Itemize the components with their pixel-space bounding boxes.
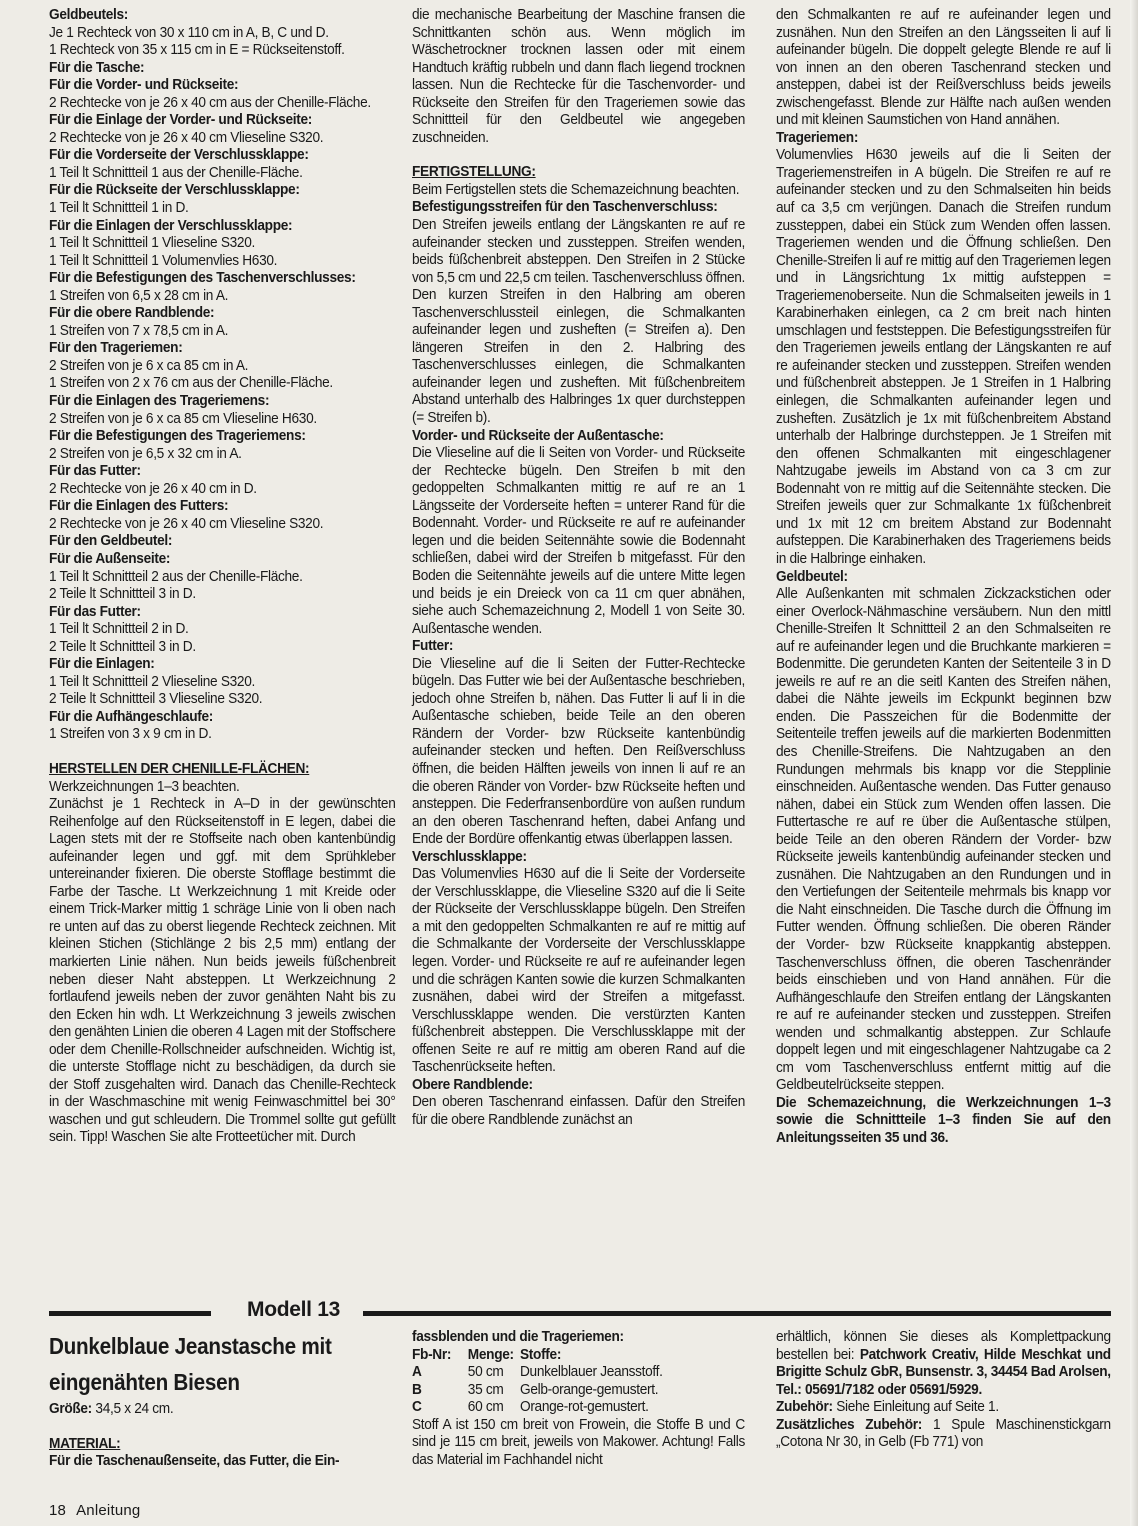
subheading: Für die Rückseite der Verschlussklappe: — [49, 181, 300, 199]
bottom-column-right — [776, 1328, 1111, 1451]
paragraph: 1 Rechteck von 35 x 115 cm in E = Rückseitenstoff. — [49, 41, 345, 59]
column-middle — [412, 6, 745, 1128]
subheading: Für den Geldbeutel: — [49, 532, 173, 550]
subheading: Trageriemen: — [776, 128, 859, 146]
paragraph: die mechanische Bearbeitung der Maschine fransen die Schnittkanten schön aus. Wenn möglich im Wäschetrockner trocknen lassen oder mit einem Handtuch kräftig rubbeln und dann flach liegend trocknen lassen. Nun die Rechtecke für die Taschenvorder- und Rückseite den Streifen für den Trageriemen sowie das Schnittteil für den Geldbeutel wie angegeben zuschneiden. — [412, 6, 745, 146]
paragraph: 2 Rechtecke von je 26 x 40 cm aus der Chenille-Fläche. — [49, 93, 371, 111]
model-heading: Modell 13 — [247, 1298, 340, 1321]
subheading: Geldbeutels: — [49, 6, 129, 23]
page-number: 18 — [49, 1502, 67, 1519]
divider-bar-left — [49, 1311, 211, 1316]
paragraph: 1 Teil lt Schnittteil 1 aus der Chenille-Fläche. — [49, 163, 303, 181]
subheading: Für die Aufhängeschlaufe: — [49, 707, 214, 725]
order-text-plain: erhältlich, können Sie dieses als Komplettpackung bestellen bei: — [776, 1328, 1111, 1363]
spacer — [412, 146, 745, 163]
fabric-code: C — [412, 1398, 422, 1416]
fabric-table — [412, 1346, 663, 1416]
table-row — [412, 1381, 663, 1399]
page-footer — [49, 1502, 140, 1519]
material-intro-continued: fassblenden und die Trageriemen: — [412, 1328, 624, 1345]
subheading: Die Schemazeichnung, die Werkzeichnungen 1–3 sowie die Schnittteile 1–3 finden Sie auf den Anleitungsseiten 35 und 36. — [776, 1093, 1111, 1146]
paragraph: Zunächst je 1 Rechteck in A–D in der gewünschten Reihenfolge auf den Rückseitenstoff in E legen, dabei die Lagen stets mit der re Stoffseite nach oben kantenbündig aufeinander legen und ggf. mit dem Sprühkleber untereinander fixieren. Die oberste Stofflage bestimmt die Farbe der Tasche. Lt Werkzeichnung 1 mit Kreide oder einem Trick-Marker mittig 1 schräge Linie von li oben nach re unten auf das zu oberst liegende Rechteck zeichnen. Mit kleinen Stichen (Stichlänge 2 bis 2,5 mm) entlang der markierten Linie nähen. Nun beids jeweils füßchenbreit neben dieser Naht absteppen. Lt Werkzeichnung 2 fortlaufend jeweils neben der zuvor genähten Naht bis zu den Ecken hin wdh. Lt Werkzeichnung 3 jeweils zwischen den genähten Linien die oberen 4 Lagen mit der Stoffschere oder dem Chenille-Rollschneider aufschneiden. Wichtig ist, die unterste Stofflage nicht zu beschädigen, da durch sie der Stoff zusgehalten wird. Danach das Chenille-Rechteck in der Waschmaschine mit wenig Feinwaschmittel bei 30° waschen und gut schleudern. Die Trommel sollte gut gefüllt sein. Tipp! Waschen Sie alte Frotteetücher mit. Durch — [49, 795, 396, 1146]
paragraph: 2 Teile lt Schnittteil 3 in D. — [49, 637, 196, 655]
table-row — [412, 1398, 663, 1416]
paragraph: 2 Streifen von je 6 x ca 85 cm Vlieseline H630. — [49, 409, 317, 427]
paragraph: 2 Streifen von je 6,5 x 32 cm in A. — [49, 444, 242, 462]
material-heading: MATERIAL: — [49, 1434, 121, 1452]
paragraph: den Schmalkanten re auf re aufeinander legen und zusnähen. Nun den Streifen an den Längsseiten li auf li aufeinander bügeln. Die doppelt gelegte Blende re auf li von innen an den oberen Taschenrand stecken und ansteppen, dabei ist der Reißverschluss beids jeweils zwischengefasst. Blende zur Hälfte nach außen wenden und mit kleinen Saumstichen von Hand annähen. — [776, 6, 1111, 129]
fabric-code: A — [412, 1363, 422, 1381]
subheading: Für die Vorderseite der Verschlussklappe: — [49, 146, 309, 164]
header-amount: Menge: — [467, 1345, 514, 1363]
paragraph: 1 Streifen von 3 x 9 cm in D. — [49, 725, 212, 743]
subheading: Befestigungsstreifen für den Taschenverschluss: — [412, 198, 718, 216]
model-title-line2: eingenähten Biesen — [49, 1369, 240, 1395]
subheading: Für die Einlagen der Verschlussklappe: — [49, 216, 293, 234]
subheading: Für die Einlagen: — [49, 655, 155, 673]
paragraph: 2 Streifen von je 6 x ca 85 cm in A. — [49, 356, 249, 374]
size-line — [49, 1400, 396, 1418]
subheading: Für das Futter: — [49, 602, 141, 620]
paragraph: 2 Rechtecke von je 26 x 40 cm in D. — [49, 479, 257, 497]
subheading: Für die Einlage der Vorder- und Rückseite: — [49, 111, 312, 129]
paragraph: 1 Teil lt Schnittteil 2 in D. — [49, 620, 189, 638]
paragraph: 1 Streifen von 2 x 76 cm aus der Chenille-Fläche. — [49, 374, 333, 392]
paragraph: Die Vlieseline auf die li Seiten von Vorder- und Rückseite der Rechtecke bügeln. Den Streifen b mit den gedoppelten Schmalkanten mittig re auf re an 1 Längsseite der Vorderseite heften = unterer Rand für die Bodennaht. Vorder- und Rückseite re auf re aufeinander legen und die beiden Seitennähte sowie die Bodennaht schließen, dabei wird der Streifen b mitgefasst. Für den Boden die Seitennähte jeweils auf die untere Mitte legen und beids je ein Dreieck von ca 11 cm quer abnähen, siehe auch Schemazeichnung 2, Modell 1 von Seite 30. Außentasche wenden. — [412, 444, 745, 637]
paragraph: 1 Streifen von 6,5 x 28 cm in A. — [49, 286, 229, 304]
paragraph: 2 Teile lt Schnittteil 3 in D. — [49, 585, 196, 603]
subheading: Für die Einlagen des Futters: — [49, 497, 229, 515]
accessories-text: Siehe Einleitung auf Seite 1. — [832, 1398, 999, 1416]
subheading: Für die Außenseite: — [49, 549, 171, 567]
fabric-code: B — [412, 1380, 422, 1398]
paragraph: Das Volumenvlies H630 auf die li Seite der Vorderseite der Verschlussklappe, die Vlieseline S320 auf die li Seite der Rückseite der Verschlussklappe bügeln. Den Streifen a mit den gedoppelten Schmalkanten re auf re mittig auf die Schmalkante der Vorderseite der Verschlussklappe legen. Vorder- und Rückseite re auf re aufeinander legen und die schrägen Kanten sowie die kurzen Schmalkanten zusnähen, dabei wird der Streifen a mitgefasst. Verschlussklappe wenden. Die verstürzten Kanten füßchenbreit absteppen. Die Verschlussklappe mit der offenen Seite re auf re mittig am oberen Rand auf die Taschenrückseite heften. — [412, 865, 745, 1076]
paragraph: 1 Teil lt Schnittteil 1 Vlieseline S320. — [49, 234, 255, 252]
section-divider — [49, 1298, 1111, 1321]
order-text — [776, 1328, 1111, 1398]
subheading: Für die Einlagen des Trageriemens: — [49, 392, 270, 410]
bottom-column-middle — [412, 1328, 745, 1468]
paragraph: 1 Teil lt Schnittteil 1 Volumenvlies H630. — [49, 251, 278, 269]
paragraph: Den Streifen jeweils entlang der Längskanten re auf re aufeinander stecken und zussteppen. Streifen wenden, beids füßchenbreit absteppen. Den Streifen in 2 Stücke von 5,5 cm und 22,5 cm teilen. Taschenverschluss öffnen. Den kurzen Streifen in den Halbring am oberen Taschenverschlussteil einlegen, die Schmalkanten aufeinander legen und zusheften (= Streifen a). Den längeren Streifen in den 2. Halbring des Taschenverschlusses einlegen, die Schmalkanten aufeinander legen und zusheften. Mit füßchenbreitem Abstand unterhalb des Halbringes 1x quer durchsteppen (= Streifen b). — [412, 216, 745, 427]
paragraph: 1 Streifen von 7 x 78,5 cm in A. — [49, 321, 229, 339]
subheading: Für das Futter: — [49, 462, 141, 480]
paragraph: Je 1 Rechteck von 30 x 110 cm in A, B, C und D. — [49, 23, 329, 41]
paragraph: Beim Fertigstellen stets die Schemazeichnung beachten. — [412, 180, 740, 198]
fabric-name: Dunkelblauer Jeansstoff. — [520, 1363, 663, 1381]
subheading: Für die Vorder- und Rückseite: — [49, 76, 239, 94]
size-value: 34,5 x 24 cm. — [91, 1400, 174, 1417]
accessories-label: Zubehör: — [776, 1398, 833, 1416]
accessories-line — [776, 1398, 1111, 1416]
subheading: Für die Befestigungen des Taschenverschlusses: — [49, 269, 356, 287]
paragraph: Alle Außenkanten mit schmalen Zickzackstichen oder einer Overlock-Nähmaschine versäubern. Nun den mittl Chenille-Streifen lt Schnittteil 2 an den Schmalseiten re auf re aufeinander legen und die Bruchkante markieren = Bodenmitte. Die gerundeten Kanten der Seitenteile 3 in D jeweils re auf re an die seitl Kanten des Streifen nähen, dabei die Nähte jeweils im Eckpunkt beginnen bzw enden. Die Passzeichen für die Bodenmitte der Seitenteile treffen jeweils auf die markierten Bodenmitten des Chenille-Streifens. Die Nahtzugaben an den Rundungen mehrmals bis knapp vor die Stepplinie einschneiden. Außentasche wenden. Das Futter genauso nähen, dabei ein Stück zum Wenden offen lassen. Die Futtertasche re auf re über die Außentasche stülpen, beide Teile an den oberen Rändern der Vorder- bzw Rückseite jeweils kantenbündig aufeinander stecken und zusnähen. Die Nahtzugaben an den Rundungen und in den Vertiefungen der Seitenteile mehrmals bis knapp vor die Naht einschneiden. Die Tasche durch die Öffnung im Futter wenden. Öffnung schließen. Die oberen Ränder der Vorder- bzw Rückseite knappkantig absteppen. Taschenverschluss öffnen, die oberen Taschenränder beids einschieben und von Hand annähen. Für die Aufhängeschlaufe den Streifen entlang der Längskanten re auf re aufeinander stecken und zussteppen. Streifen wenden und schmalkantig absteppen. Zur Schlaufe doppelt legen und mit eingeschlagener Nahtzugabe ca 2 cm vom Taschenverschluss entfernt mittig auf die Geldbeutelrückseite steppen. — [776, 585, 1111, 1094]
subheading: Für die Tasche: — [49, 58, 145, 76]
header-code: Fb-Nr: — [412, 1345, 452, 1363]
fabric-amount: 35 cm — [467, 1380, 504, 1398]
paragraph: Werkzeichnungen 1–3 beachten. — [49, 777, 240, 795]
paragraph: 1 Teil lt Schnittteil 1 in D. — [49, 199, 189, 217]
subheading: Für die Befestigungen des Trageriemens: — [49, 427, 306, 445]
paragraph: 1 Teil lt Schnittteil 2 aus der Chenille-Fläche. — [49, 567, 303, 585]
extra-accessories-text: 1 Spule Maschinenstickgarn „Cotona Nr 30, in Gelb (Fb 771) von — [776, 1415, 1111, 1451]
subheading: Futter: — [412, 637, 454, 655]
paragraph: 1 Teil lt Schnittteil 2 Vlieseline S320. — [49, 672, 255, 690]
header-fabric: Stoffe: — [520, 1345, 562, 1363]
extra-accessories-line — [776, 1416, 1111, 1451]
size-label: Größe: — [49, 1400, 92, 1417]
fabric-amount: 50 cm — [467, 1363, 504, 1381]
spacer — [49, 1418, 396, 1435]
subheading: Für die obere Randblende: — [49, 304, 215, 322]
footer-label: Anleitung — [76, 1502, 141, 1519]
supplier-address: Patchwork Creativ, Hilde Meschkat und Brigitte Schulz GbR, Bunsenstr. 3, 34454 Bad Arolsen, Tel.: 05691/7182 oder 05691/5929. — [776, 1345, 1111, 1398]
subheading: Vorder- und Rückseite der Außentasche: — [412, 426, 664, 444]
subheading: Obere Randblende: — [412, 1075, 533, 1093]
section-heading: HERSTELLEN DER CHENILLE-FLÄCHEN: — [49, 759, 310, 777]
spacer — [49, 743, 396, 760]
paragraph: 2 Rechtecke von je 26 x 40 cm Vlieseline S320. — [49, 514, 324, 532]
subheading: Verschlussklappe: — [412, 847, 527, 865]
paragraph: 2 Rechtecke von je 26 x 40 cm Vlieseline S320. — [49, 128, 324, 146]
column-right — [776, 6, 1111, 1147]
fabric-source-text: Stoff A ist 150 cm breit von Frowein, die Stoffe B und C sind je 115 cm breit, jeweils von Makower. Achtung! Falls das Material im Fachhandel nicht — [412, 1415, 745, 1468]
material-intro: Für die Taschenaußenseite, das Futter, die Ein- — [49, 1452, 340, 1470]
subheading: Geldbeutel: — [776, 567, 848, 585]
page-edge-shadow — [1130, 0, 1138, 1526]
extra-accessories-label: Zusätzliches Zubehör: — [776, 1415, 922, 1433]
paragraph: Den oberen Taschenrand einfassen. Dafür den Streifen für die obere Randblende zunächst an — [412, 1093, 745, 1128]
paragraph: 2 Teile lt Schnittteil 3 Vlieseline S320. — [49, 690, 263, 708]
table-row — [412, 1363, 663, 1381]
fabric-amount: 60 cm — [467, 1398, 504, 1416]
model-title-line1: Dunkelblaue Jeanstasche mit — [49, 1333, 332, 1359]
fabric-name: Orange-rot-gemustert. — [520, 1398, 649, 1416]
section-heading: FERTIGSTELLUNG: — [412, 163, 536, 181]
fabric-name: Gelb-orange-gemustert. — [520, 1380, 659, 1398]
column-left — [49, 6, 396, 1146]
divider-bar-right — [363, 1311, 1111, 1316]
paragraph: Die Vlieseline auf die li Seiten der Futter-Rechtecke bügeln. Das Futter wie bei der Außentasche beschrieben, jedoch ohne Streifen b, nähen. Das Futter li auf li in die Außentasche schieben, beide Teile an den oberen Rändern der Vorder- bzw Rückseite kantenbündig aufeinander stecken und heften. Den Reißverschluss öffnen, die beiden Hälften jeweils von innen li auf re an die oberen Ränder von Vorder- bzw Rückseite heften und ansteppen. Die Federfransenbordüre von außen rundum an den oberen Taschenrand heften, dabei Anfang und Ende der Bordüre offenkantig etwas überlappen lassen. — [412, 654, 745, 848]
fabric-table-header — [412, 1346, 663, 1364]
bottom-column-left — [49, 1328, 396, 1470]
paragraph: Volumenvlies H630 jeweils auf die li Seiten der Trageriemenstreifen in A bügeln. Die Streifen re auf re aufeinander stecken und zu den Schmalseiten hin beids auf ca 3,5 cm verjüngen. Danach die Streifen rundum zussteppen, dabei ein Stück zum Wenden offen lassen. Trageriemen wenden und die Öffnung schließen. Den Chenille-Streifen li auf re mittig auf den Trageriemen legen und in Längsrichtung 1x mittig aufsteppen = Trageriemenoberseite. Nun die Schmalseiten jeweils in 1 Karabinerhaken einlegen, ca 2 cm breit nach hinten umschlagen und feststeppen. Die Befestigungsstreifen für den Trageriemen jeweils entlang der Längskanten re auf re aufeinander stecken und zussteppen. Streifen wenden und füßchenbreit absteppen. Je 1 Streifen in 1 Halbring einlegen, die Schmalkanten aufeinander legen und zusheften. Zusätzlich je 1x mit füßchenbreitem Abstand unterhalb der Halbringe durchsteppen. Je 1 Streifen mit den offenen Schmalkanten mit eingeschlagener Nahtzugabe jeweils im Abstand von ca 3 cm zur Bodennaht von re mittig auf die Seitennähte stecken. Die Streifen jeweils quer zur Schmalkante 1x füßchenbreit und 1x mit 12 cm breitem Abstand zur Bodennaht aufsteppen. Die Karabinerhaken des Trageriemens beids in die Halbringe einhaken. — [776, 146, 1111, 567]
subheading: Für den Trageriemen: — [49, 339, 183, 357]
